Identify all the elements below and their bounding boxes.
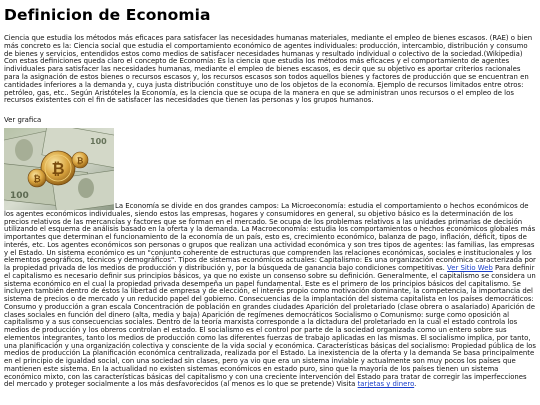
tarjetas-y-dinero-link[interactable]: tarjetas y dinero [357,380,415,389]
body-text-part1: La Economía se divide en dos grandes campos: La Microeconomía: estudia el comportamiento o hechos económicos de los agentes económicos individuales, siendo estos las empresas, hogares y consumidores en general, su objetivo básico es la determinación de los precios relativos de las mercancías y factores que se forman en el mercado. Se ocupa de los problemas relativos a las unidades primarias de decisión utilizando el esquema de análisis basado en la oferta y la demanda. La Macroeconomía: estudia los comportamientos o hechos económicos globales más importantes que determinan el funcionamiento de la economía de un país, esto es, crecimiento económico, balanza de pago, inflación, déficit, tipos de interés, etc. Los agentes económicos son personas o grupos que realizan una actividad económica y son tres tipos de agentes: las familias, las empresas y el Estado. Un sistema económico es un "conjunto coherente de estructuras que comprenden las relaciones económicas, sociales e institucionales y los elementos geográficos, técnicos y demográficos". Tipos de sistemas económicos actuales: Capitalismo: Es una organización económica caracterizada por la propiedad privada de los medios de producción y distribución y, por la búsqueda de ganancia bajo condiciones competitivas. [4,202,536,272]
svg-text:₿: ₿ [33,175,41,185]
body-paragraph [4,203,537,389]
intro-paragraph: Ciencia que estudia los métodos más eficaces para satisfacer las necesidades humanas materiales, mediante el empleo de bienes escasos. (RAE) o bien más concreto es la: Ciencia social que estudia el comportamiento económico de agentes individuales: producción, intercambio, distribución y consumo de bienes y servicios, entendidos estos como medios de satisfacer necesidades humanas y resultado individual o colectivo de la sociedad.(Wikipedia) Con estas definiciones queda claro el concepto de Economía: Es la ciencia que estudia los métodos más eficaces y el comportamiento de agentes individuales para satisfacer las necesidades humanas, mediante el empleo de bienes escasos, es decir que su objetivo es aportar criterios racionales para la asignación de estos bienes o recursos escasos y, los recursos escasos son todos aquellos bienes y factores de producción que se encuentran en cantidades inferiores a la demanda y, cuya justa distribución constituye uno de los objetos de la economía. Ejemplo de recursos limitados entre otros: petróleo, gas, etc.. Según Aristóteles la Economía, es la ciencia que se ocupa de la manera en que se administran unos recursos o el empleo de los recursos existentes con el fin de satisfacer las necesidades que tienen las personas y los grupos humanos. [4,34,533,105]
closing-period: . [414,380,417,389]
page-title: Definicion de Economia [4,6,211,24]
ver-sitio-web-link[interactable]: Ver Sitio Web [447,264,493,272]
money-photo [4,128,114,210]
ver-grafica-label: Ver grafica [4,116,42,124]
money-photo-graphic [4,128,114,210]
svg-text:100: 100 [10,191,29,201]
svg-text:₿: ₿ [51,159,65,178]
body-text-part2: Para definir el capitalismo es necesario definir sus principios básicos, ya que no existe un consenso sobre su definición. Generalmente, el capitalismo se considera un sistema económico en el cual la propiedad privada desempeña un papel fundamental. Este es el primero de los principios básicos del capitalismo. Se incluyen también dentro de éstos la libertad de empresa y de elección, el interés propio como motivación dominante, la competencia, la importancia del sistema de precios o de mercado y un reducido papel del gobierno. Consecuencias de la implantación del sistema capitalista en los países democráticos: Consumo y producción a gran escala Concentración de población en grandes ciudades Aparición del proletariado (clase obrera o asalariado) Aparición de clases sociales en función del dinero (alta, media y baja) Aparición de regímenes democráticos Socialismo o Comunismo: surge como oposición al capitalismo y a sus consecuencias sociales. Dentro de la teoría marxista corresponde a la dictadura del proletariado en la cual el estado controla los medios de producción y los obreros controlan el estado. El socialismo es el control por parte de la sociedad organizada como un entero sobre sus elementos integrantes, tanto los medios de producción como las diferentes fuerzas de trabajo aplicadas en las mismas. El socialismo implica, por tanto, una planificación y una organización colectiva y consciente de la vida social y económica. Características básicas del socialismo: Propiedad pública de los medios de producción La planificación económica centralizada, realizada por el Estado. La inexistencia de la oferta y la demanda Se basa principalmente en el principio de igualdad social, con una sociedad sin clases, pero ya vio que era un sistema inviable y actualmente son muy pocos los países que mantienen este sistema. En la actualidad no existen sistemas económicos en estado puro, sino que la mayoría de los países tienen un sistema económico mixto, con las características básicas del capitalismo y con una creciente intervención del Estado para tratar de corregir las imperfecciones del mercado y proteger socialmente a los más desfavorecidos (al menos es lo que se pretende) Visita [4,264,536,389]
svg-text:100: 100 [90,137,107,146]
svg-text:₿: ₿ [76,156,84,166]
